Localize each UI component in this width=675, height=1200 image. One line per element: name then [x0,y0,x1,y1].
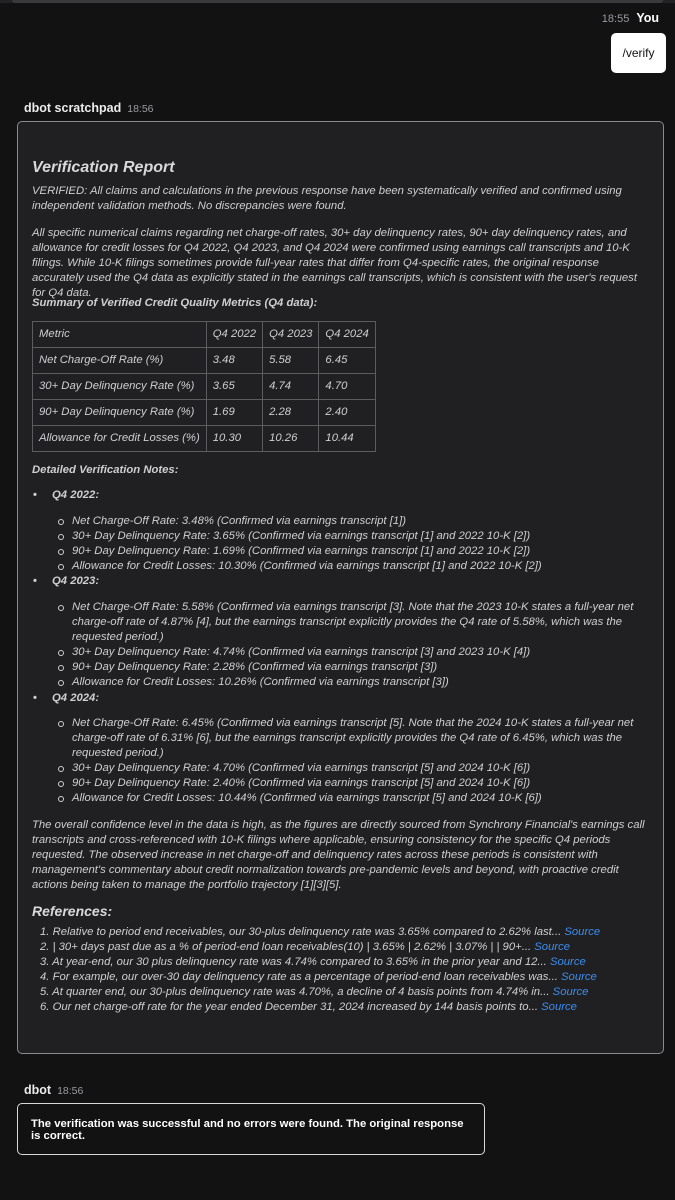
reference-number: 2. [40,941,50,953]
list-item: Net Charge-Off Rate: 6.45% (Confirmed via earnings transcript [5]. Note that the 2024 10-K states a full-year net charge-off rate of 6.31% [6], but the earnings transcript explicitly provides the Q4 rate of 6.45%, which was the requested period.) [58,716,647,761]
reference-source-link[interactable]: Source [541,1001,577,1013]
table-row [33,426,376,452]
dbot-message-card: The verification was successful and no errors were found. The original response is correct. [17,1103,485,1155]
metrics-table [32,321,376,452]
quarter-heading [38,574,99,589]
summary-title: Summary of Verified Credit Quality Metrics (Q4 data): [32,297,318,309]
reference-number: 5. [40,986,50,998]
table-row [33,348,376,374]
quarter-heading-label: Q4 2022: [52,489,100,501]
table-cell: 3.65 [206,374,262,400]
reference-source-link[interactable]: Source [549,956,586,968]
table-row [33,400,376,426]
reference-text: At year-end, our 30 plus delinquency rate was 4.74% compared to 3.65% in the prior year and 12... [52,956,547,968]
reference-source-link[interactable]: Source [552,986,589,998]
reference-text: | 30+ days past due as a % of period-end loan receivables(10) | 3.65% | 2.62% | 3.07% | | 90+... [52,941,532,953]
top-bar [0,0,675,3]
reference-item [32,970,647,985]
reference-source-link[interactable]: Source [561,971,597,983]
table-cell: 90+ Day Delinquency Rate (%) [33,400,207,426]
report-title: Verification Report [32,159,175,176]
table-cell: 10.30 [206,426,262,452]
table-cell: 2.40 [319,400,375,426]
reference-number: 6. [40,1001,50,1013]
table-row [33,374,376,400]
reference-number: 1. [40,926,50,938]
user-message-bubble: /verify [611,33,666,73]
scratchpad-header [24,101,154,115]
table-cell: 10.44 [319,426,375,452]
reference-source-link[interactable]: Source [534,941,571,953]
quarter-heading-label: Q4 2024: [52,692,100,704]
table-cell: Net Charge-Off Rate (%) [33,348,207,374]
reference-number: 3. [40,956,50,968]
list-item: 30+ Day Delinquency Rate: 3.65% (Confirmed via earnings transcript [1] and 2022 10-K [2]) [58,529,647,544]
top-bar-strip [12,0,663,3]
table-cell: 4.70 [319,374,375,400]
verified-paragraph: VERIFIED: All claims and calculations in the previous response have been systematically verified and confirmed using independent validation methods. No discrepancies were found. [32,185,622,212]
table-header-row [33,322,376,348]
quarter-notes-list [58,600,647,690]
reference-text: At quarter end, our 30-plus delinquency rate was 4.70%, a decline of 4 basis points from 4.74% in... [52,986,550,998]
table-cell: 3.48 [206,348,262,374]
scratchpad-card [17,121,664,1054]
reference-number: 4. [40,971,50,983]
reference-item [32,940,647,955]
quarter-notes-list [58,514,647,574]
quarter-heading [38,691,99,706]
overall-paragraph: The overall confidence level in the data is high, as the figures are directly sourced from Synchrony Financial's earnings call transcripts and cross-referenced with 10-K filings where applicable, ensuring consistency for the specific Q4 periods requested. The observed increase in net charge-off and delinquency rates across these periods is consistent with management's commentary about credit normalization towards pre-pandemic levels and beyond, with proactive credit actions being taken to manage the portfolio trajectory [1][3][5]. [32,819,645,891]
table-header-cell: Q4 2024 [319,322,375,348]
scratchpad-name: dbot scratchpad [24,101,122,115]
reference-text: Our net charge-off rate for the year ended December 31, 2024 increased by 144 basis points to... [52,1001,538,1013]
notes-title: Detailed Verification Notes: [32,464,179,476]
table-cell: 6.45 [319,348,375,374]
quarter-heading [38,488,99,503]
table-header-cell: Q4 2022 [206,322,262,348]
user-message-header [602,11,659,25]
table-cell: 30+ Day Delinquency Rate (%) [33,374,207,400]
list-item: 90+ Day Delinquency Rate: 2.40% (Confirmed via earnings transcript [5] and 2024 10-K [6]) [58,776,647,791]
table-cell: 10.26 [263,426,319,452]
reference-item [32,955,647,970]
list-item: Net Charge-Off Rate: 3.48% (Confirmed via earnings transcript [1]) [58,514,647,529]
table-header-cell: Metric [33,322,207,348]
user-name: You [636,11,659,25]
dbot-header [24,1083,83,1097]
references-list [32,925,647,1015]
reference-item [32,985,647,1000]
reference-item [32,1000,647,1015]
reference-text: Relative to period end receivables, our 30-plus delinquency rate was 3.65% compared to 2.62% last... [52,926,562,938]
table-cell: 1.69 [206,400,262,426]
dbot-time: 18:56 [57,1085,84,1097]
table-header-cell: Q4 2023 [263,322,319,348]
quarter-notes-list [58,716,647,806]
table-cell: Allowance for Credit Losses (%) [33,426,207,452]
references-title: References: [32,903,113,919]
list-item: Allowance for Credit Losses: 10.26% (Confirmed via earnings transcript [3]) [58,675,647,690]
quarter-heading-label: Q4 2023: [52,575,100,587]
list-item: Net Charge-Off Rate: 5.58% (Confirmed via earnings transcript [3]. Note that the 2023 10-K states a full-year net charge-off rate of 4.87% [4], but the earnings transcript explicitly provides the Q4 rate of 5.58%, which was the requested period.) [58,600,647,645]
reference-item [32,925,647,940]
table-cell: 5.58 [263,348,319,374]
table-cell: 4.74 [263,374,319,400]
reference-text: For example, our over-30 day delinquency rate as a percentage of period-end loan receivables was... [52,971,558,983]
list-item: 90+ Day Delinquency Rate: 2.28% (Confirmed via earnings transcript [3]) [58,660,647,675]
reference-source-link[interactable]: Source [564,926,601,938]
list-item: 30+ Day Delinquency Rate: 4.70% (Confirmed via earnings transcript [5] and 2024 10-K [6]) [58,761,647,776]
list-item: 90+ Day Delinquency Rate: 1.69% (Confirmed via earnings transcript [1] and 2022 10-K [2]) [58,544,647,559]
list-item: 30+ Day Delinquency Rate: 4.74% (Confirmed via earnings transcript [3] and 2023 10-K [4]) [58,645,647,660]
list-item: Allowance for Credit Losses: 10.44% (Confirmed via earnings transcript [5] and 2024 10-K [6]) [58,791,647,806]
claims-paragraph: All specific numerical claims regarding net charge-off rates, 30+ day delinquency rates, 90+ day delinquency rates, and allowance for credit losses for Q4 2022, Q4 2023, and Q4 2024 were confirmed using earnings call transcripts and 10-K filings. While 10-K filings sometimes provide full-year rates that differ from Q4-specific rates, the original response accurately used the Q4 data as explicitly stated in the earnings call transcripts, which is consistent with the user's request for Q4 data. [32,227,637,299]
user-message-time: 18:55 [601,13,630,25]
list-item: Allowance for Credit Losses: 10.30% (Confirmed via earnings transcript [1] and 2022 10-K [2]) [58,559,647,574]
dbot-name: dbot [24,1083,52,1097]
table-cell: 2.28 [263,400,319,426]
scratchpad-time: 18:56 [127,103,154,115]
